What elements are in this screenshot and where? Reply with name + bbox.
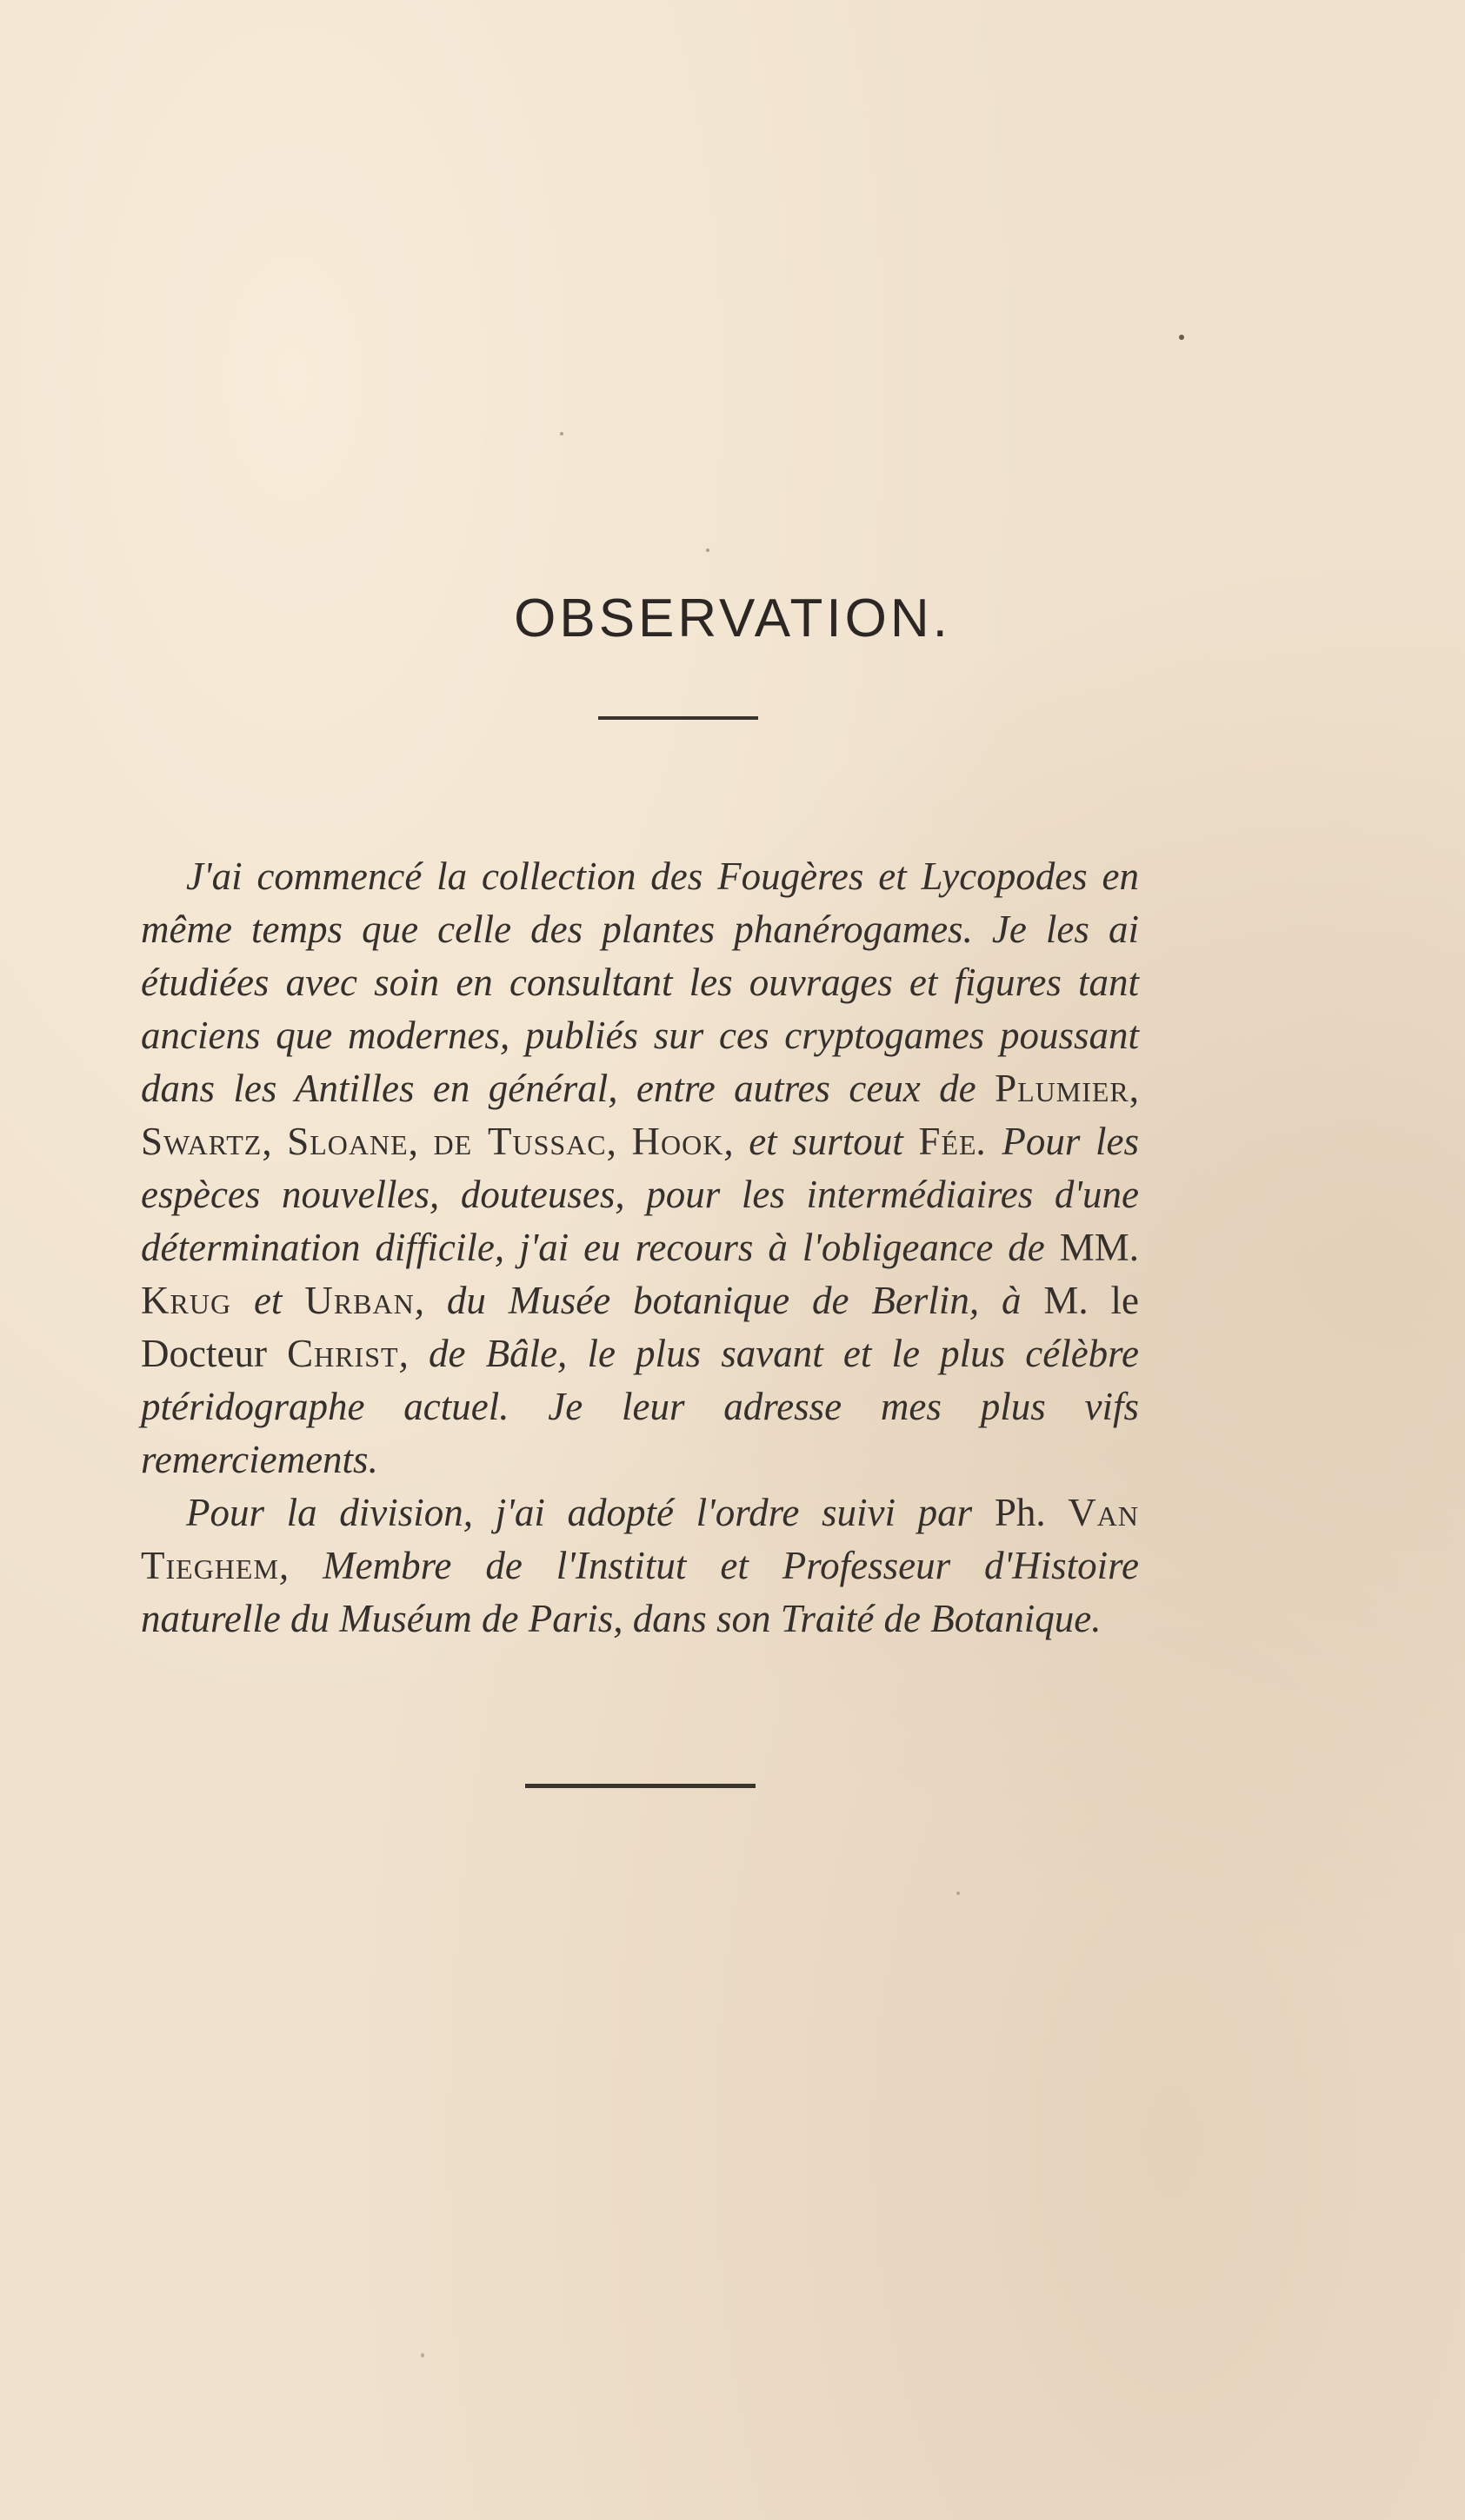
author-name: Urban	[304, 1279, 415, 1322]
author-name: Sloane	[287, 1120, 409, 1163]
text-run: , et surtout	[723, 1120, 919, 1163]
paper-speck	[956, 1892, 960, 1895]
text-run: ,	[262, 1120, 288, 1163]
text-run: Pour la division, j'ai adopté l'ordre suivi par	[186, 1491, 995, 1534]
author-name: Van Tieghem	[141, 1491, 1140, 1587]
paragraph-acknowledgements	[141, 850, 1139, 1486]
text-run: . Pour les espèces nouvelles, douteuses, pour les intermédiaires d'une détermination difficile, j'ai eu recours à l'obligeance de	[141, 1120, 1140, 1269]
text-run: , de Bâle, le plus savant et le plus célèbre ptéridographe actuel. Je leur adresse mes plus vifs remerciements.	[141, 1332, 1140, 1481]
honorific: MM.	[1059, 1226, 1139, 1269]
author-name: Plumier	[995, 1067, 1129, 1110]
honorific: M. le Docteur	[141, 1279, 1139, 1375]
text-run: , Membre de l'Institut et Professeur d'Histoire naturelle du Muséum de Paris, dans son Traité de Botanique.	[141, 1544, 1139, 1640]
author-name: Fée	[918, 1120, 977, 1163]
author-name: de Tussac	[433, 1120, 607, 1163]
title-divider	[598, 716, 758, 720]
end-divider	[525, 1784, 756, 1788]
paragraph-classification	[141, 1486, 1139, 1646]
text-run: ,	[408, 1120, 434, 1163]
text-run: ,	[1129, 1067, 1139, 1110]
paper-speck	[560, 432, 563, 436]
text-run: ,	[606, 1120, 632, 1163]
author-name: Christ	[287, 1332, 399, 1375]
text-run: , du Musée botanique de Berlin, à	[414, 1279, 1044, 1322]
paper-speck	[706, 549, 709, 552]
author-name: Krug	[141, 1279, 232, 1322]
page-title: OBSERVATION.	[514, 588, 951, 648]
paper-speck	[421, 2353, 424, 2357]
honorific: Ph.	[994, 1491, 1046, 1534]
text-run: et	[231, 1279, 305, 1322]
author-name: Hook	[631, 1120, 724, 1163]
text-run: J'ai commencé la collection des Fougères et Lycopodes en même temps que celle des plantes phanérogames. Je les ai étudiées avec soin en consultant les ouvrages et figures tant anciens que modernes, publiés sur ces cryptogames poussant dans les Antilles en général, entre autres ceux de	[141, 854, 1139, 1110]
author-name: Swartz	[141, 1120, 263, 1163]
paper-speck	[1179, 335, 1184, 340]
body-text	[141, 850, 1139, 1646]
